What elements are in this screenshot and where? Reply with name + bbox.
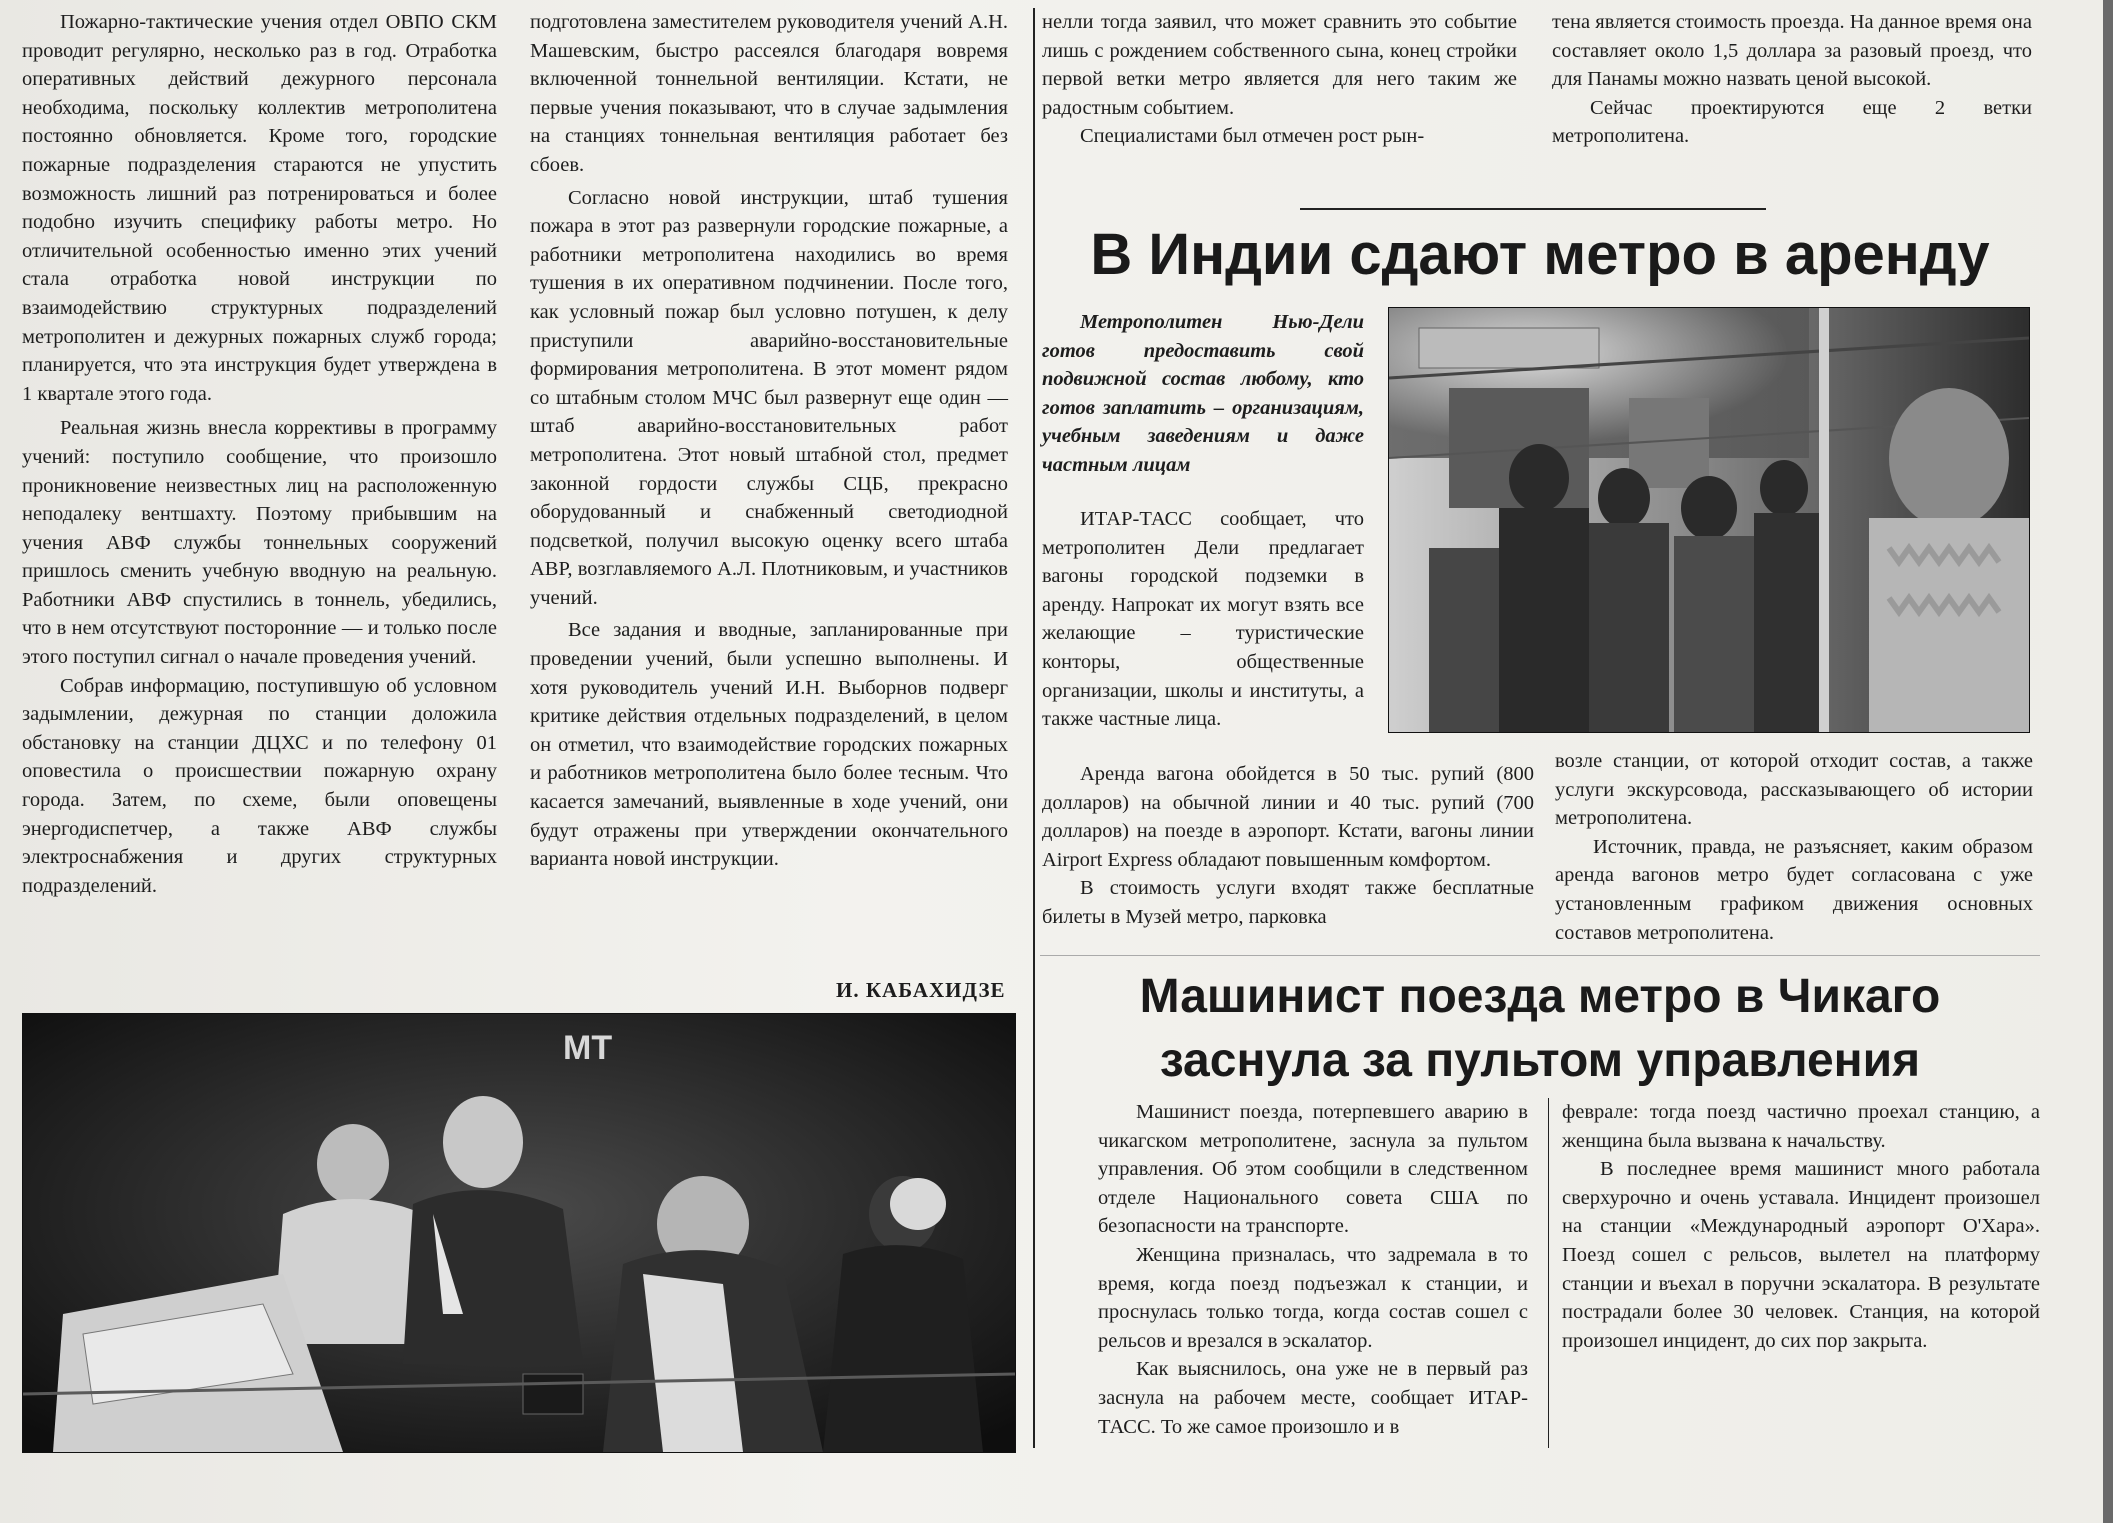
article-india-body-left bbox=[1042, 505, 1364, 734]
author-byline: И. КАБАХИДЗЕ bbox=[836, 978, 1006, 1002]
headline-india: В Индии сдают метро в аренду bbox=[1090, 222, 1990, 287]
paragraph: В стоимость услуги входят также бесплатные билеты в Музей метро, парковка bbox=[1042, 877, 1534, 928]
paragraph: возле станции, от которой отходит состав, а также услуги экскурсовода, рассказывающего об истории метрополитена. bbox=[1555, 750, 2033, 830]
scan-edge bbox=[2103, 0, 2113, 1523]
article-chicago-body-right bbox=[1562, 1098, 2040, 1355]
article-panama-col3 bbox=[1042, 8, 1517, 151]
article-chicago-body-left bbox=[1098, 1098, 1528, 1441]
article-drill-col1 bbox=[22, 8, 497, 900]
paragraph: Как выяснилось, она уже не в первый раз заснула на рабочем месте, сообщает ИТАР-ТАСС. То же самое произошло и в bbox=[1098, 1358, 1528, 1438]
paragraph: тена является стоимость проезда. На данное время она составляет около 1,5 доллара за разовый проезд, что для Панамы можно назвать ценой высокой. bbox=[1552, 11, 2032, 91]
paragraph: нелли тогда заявил, что может сравнить это событие лишь с рождением собственного сына, конец стройки первой ветки метро является для него таким же радостным событием. bbox=[1042, 11, 1517, 119]
paragraph: Пожарно-тактические учения отдел ОВПО СКМ проводит регулярно, несколько раз в год. Отработка оперативных действий дежурного персонала необходима, поскольку коллектив метрополитена постоянно обновляется. Кроме того, городские пожарные подразделения стараются не упустить возможность лишний раз потренироваться и более подобно изучить специфику работы метро. Но отличительной особенностью именно этих учений стала отработка новой инструкции по взаимодействию структурных подразделений метрополитен и дежурных пожарных служб города; планируется, что эта инструкция будет утверждена в 1 квартале этого года. bbox=[22, 11, 497, 405]
paragraph: ИТАР-ТАСС сообщает, что метрополитен Дели предлагает вагоны городской подземки в аренду. Напрокат их могут взять все желающие – туристические конторы, общественные организации, школы и институты, а также частные лица. bbox=[1042, 508, 1364, 731]
lead-text: Метрополитен Нью-Дели готов предоставить свой подвижной состав любому, кто готов заплатить – организациям, учебным заведениям и даже частным лицам bbox=[1042, 311, 1364, 476]
article-drill-col2 bbox=[530, 8, 1008, 874]
headline-chicago bbox=[1040, 965, 2040, 1093]
column-rule bbox=[1548, 1098, 1549, 1448]
paragraph: феврале: тогда поезд частично проехал станцию, а женщина была вызвана к начальству. bbox=[1562, 1101, 2040, 1152]
paragraph: Женщина призналась, что задремала в то время, когда поезд подъезжал к станции, и проснулась только тогда, когда состав сошел с рельсов и врезался в эскалатор. bbox=[1098, 1243, 1528, 1352]
paragraph: Аренда вагона обойдется в 50 тыс. рупий (800 долларов) на обычной линии и 40 тыс. рупий (700 долларов) на поезде в аэропорт. Кстати, вагоны линии Airport Express обладают повышенным комфортом. bbox=[1042, 763, 1534, 871]
paragraph: Машинист поезда, потерпевшего аварию в чикагском метрополитене, заснула за пультом управления. Об этом сообщили в следственном отделе Национального совета США по безопасности на транспорте. bbox=[1098, 1101, 1528, 1238]
section-rule bbox=[1300, 208, 1766, 210]
section-rule bbox=[1040, 955, 2040, 956]
headline-line: Машинист поезда метро в Чикаго bbox=[1139, 970, 1941, 1023]
paragraph: Источник, правда, не разъясняет, каким образом аренда вагонов метро будет согласована с уже установленным графиком движения основных составов метрополитена. bbox=[1555, 835, 2033, 944]
paragraph: Собрав информацию, поступившую об условном задымлении, дежурная по станции доложила обстановку на станции ДЦХС и по телефону 01 оповестила о происшествии пожарную охрану города. Затем, по схеме, были оповещены энергодиспетчер, а также АВФ службы электроснабжения и других структурных подразделений. bbox=[22, 674, 497, 897]
paragraph: подготовлена заместителем руководителя учений А.Н. Машевским, быстро рассеялся благодаря вовремя включенной тоннельной вентиляции. Кстати, не первые учения показывают, что в случае задымления на станциях тоннельная вентиляция работает без сбоев. bbox=[530, 11, 1008, 176]
photo-fire-drill bbox=[22, 1013, 1016, 1453]
paragraph: Специалистами был отмечен рост рын- bbox=[1080, 125, 1425, 148]
article-india-body-left-2 bbox=[1042, 760, 1534, 932]
sign-mt: МТ bbox=[563, 1029, 613, 1067]
paragraph: Согласно новой инструкции, штаб тушения пожара в этот раз развернули городские пожарные, а работники метрополитена находились во время тушения в их оперативном подчинении. После того, как условный пожар был условно потушен, к делу приступили аварийно-восстановительные формирования метрополитена. В этот момент рядом со штабным столом МЧС был развернут еще один — штаб аварийно-восстановительных работ метрополитена. Этот новый штабной стол, предмет законной гордости службы СЦБ, прекрасно оборудованный и снабженный светодиодной подсветкой, получил высокую оценку всего штаба АВР, возглавляемого А.Л. Плотниковым, и участников учений. bbox=[530, 186, 1008, 609]
article-india-body-right bbox=[1555, 747, 2033, 947]
paragraph: В последнее время машинист много работала сверхурочно и очень уставала. Инцидент произошел на станции «Международный аэропорт О'Хара». Поезд сошел с рельсов, вылетел на платформу станции и въехал в поручни эскалатора. В результате пострадали более 30 человек. Станция, на которой произошел инцидент, до сих пор закрыта. bbox=[1562, 1158, 2040, 1352]
paragraph: Все задания и вводные, запланированные при проведении учений, были успешно выполнены. И хотя руководитель учений И.Н. Выборнов подверг критике действия отдельных подразделений, в целом он отметил, что взаимодействие городских пожарных и работников метрополитена было более тесным. Что касается замечаний, выявленные в ходе учений, они будут отражены при утверждении окончательного варианта новой инструкции. bbox=[530, 619, 1008, 871]
article-panama-col4 bbox=[1552, 8, 2032, 151]
paragraph: Сейчас проектируются еще 2 ветки метрополитена. bbox=[1552, 96, 2032, 148]
article-india-lead bbox=[1042, 308, 1364, 480]
paragraph: Реальная жизнь внесла коррективы в программу учений: поступило сообщение, что произошло проникновение неизвестных лиц на расположенную неподалеку вентшахту. Поэтому прибывшим на учения АВФ службы тоннельных сооружений пришлось сменить учебную вводную на реальную. Работники АВФ спустились в тоннель, убедились, что в нем отсутствуют посторонние — и только после этого поступил сигнал о начале проведения учений. bbox=[22, 417, 497, 669]
column-rule bbox=[1033, 8, 1035, 1448]
photo-metro-car bbox=[1388, 307, 2030, 733]
headline-line: заснула за пультом управления bbox=[1159, 1034, 1921, 1087]
